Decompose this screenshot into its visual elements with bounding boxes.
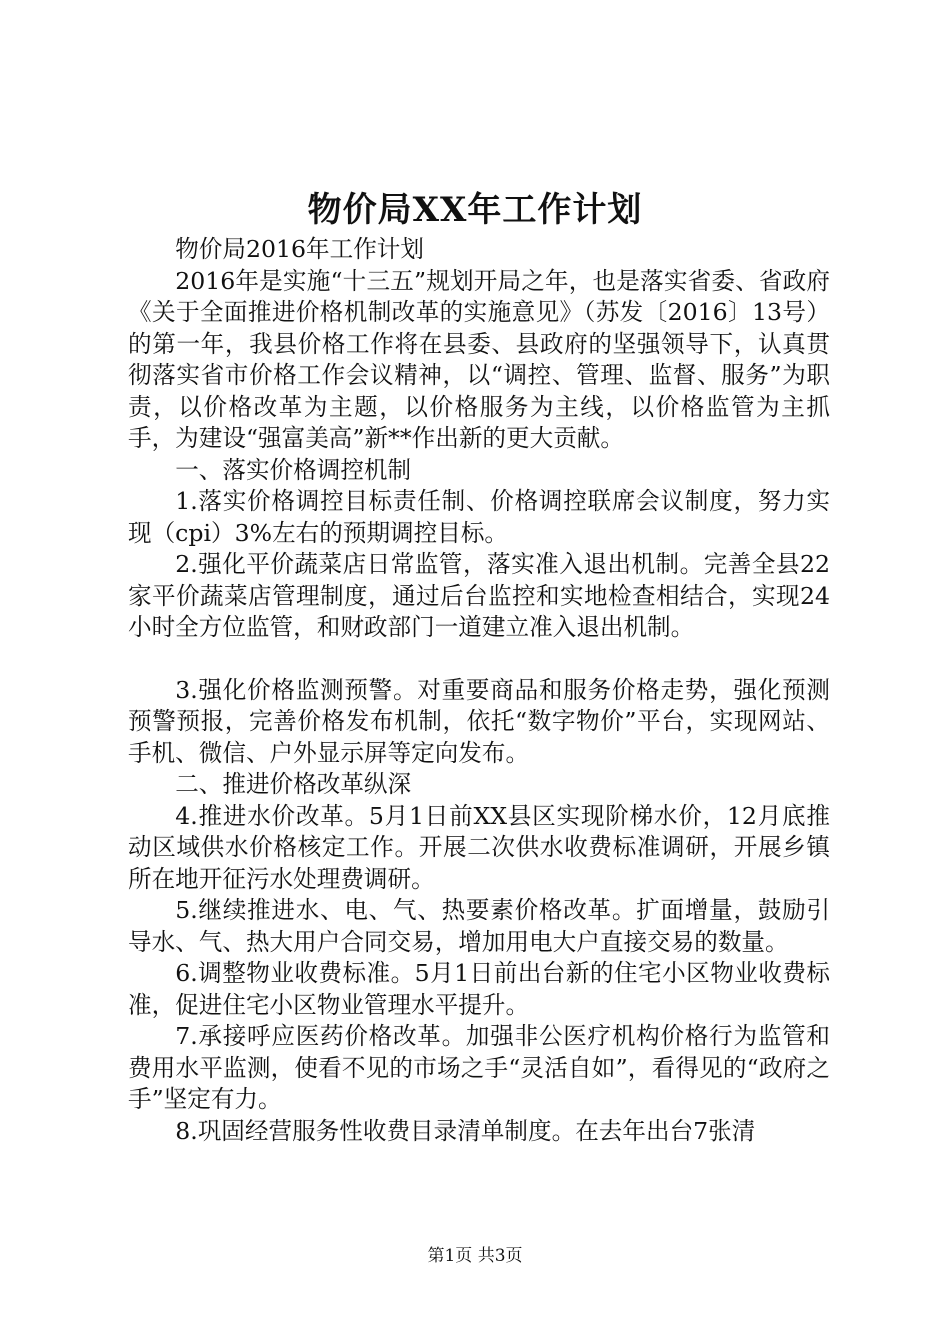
item-paragraph-6: 6.调整物业收费标准。5月1日前出台新的住宅小区物业收费标准，促进住宅小区物业管理水平提升。 bbox=[128, 959, 830, 1019]
section-heading-2: 二、推进价格改革纵深 bbox=[175, 770, 412, 798]
item-paragraph-2: 2.强化平价蔬菜店日常监管，落实准入退出机制。完善全县22家平价蔬菜店管理制度，通过后台监控和实地检查相结合，实现24小时全方位监管，和财政部门一道建立准入退出机制。 bbox=[128, 550, 830, 641]
section-heading-1: 一、落实价格调控机制 bbox=[175, 455, 412, 484]
item-paragraph-7: 7.承接呼应医药价格改革。加强非公医疗机构价格行为监管和费用水平监测，使看不见的市场之手“灵活自如”，看得见的“政府之手”坚定有力。 bbox=[128, 1022, 830, 1113]
document-title: 物价局XX年工作计划 bbox=[307, 190, 643, 230]
intro-paragraph: 2016年是实施“十三五”规划开局之年，也是落实省委、省政府《关于全面推进价格机制改革的实施意见》（苏发〔2016〕13号）的第一年，我县价格工作将在县委、县政府的坚强领导下，认真贯彻落实省市价格工作会议精神，以“调控、管理、监督、服务”为职责，以价格改革为主题，以价格服务为主线，以价格监管为主抓手，为建设“强富美高”新**作出新的更大贡献。 bbox=[128, 266, 830, 452]
document-body bbox=[128, 234, 830, 1147]
page-footer: 第1页 共3页 bbox=[427, 1246, 523, 1266]
item-paragraph-1: 1.落实价格调控目标责任制、价格调控联席会议制度，努力实现（cpi）3%左右的预期调控目标。 bbox=[128, 487, 830, 547]
item-paragraph-5: 5.继续推进水、电、气、热要素价格改革。扩面增量，鼓励引导水、气、热大用户合同交易，增加用电大户直接交易的数量。 bbox=[128, 896, 830, 956]
item-paragraph-8: 8.巩固经营服务性收费目录清单制度。在去年出台7张清 bbox=[175, 1116, 756, 1145]
item-paragraph-3: 3.强化价格监测预警。对重要商品和服务价格走势，强化预测预警预报，完善价格发布机制，依托“数字物价”平台，实现网站、手机、微信、户外显示屏等定向发布。 bbox=[128, 675, 830, 767]
item-paragraph-4: 4.推进水价改革。5月1日前XX县区实现阶梯水价，12月底推动区域供水价格核定工作。开展二次供水收费标准调研，开展乡镇所在地开征污水处理费调研。 bbox=[128, 801, 830, 893]
subtitle-paragraph: 物价局2016年工作计划 bbox=[175, 235, 424, 263]
blank-line bbox=[128, 644, 830, 675]
